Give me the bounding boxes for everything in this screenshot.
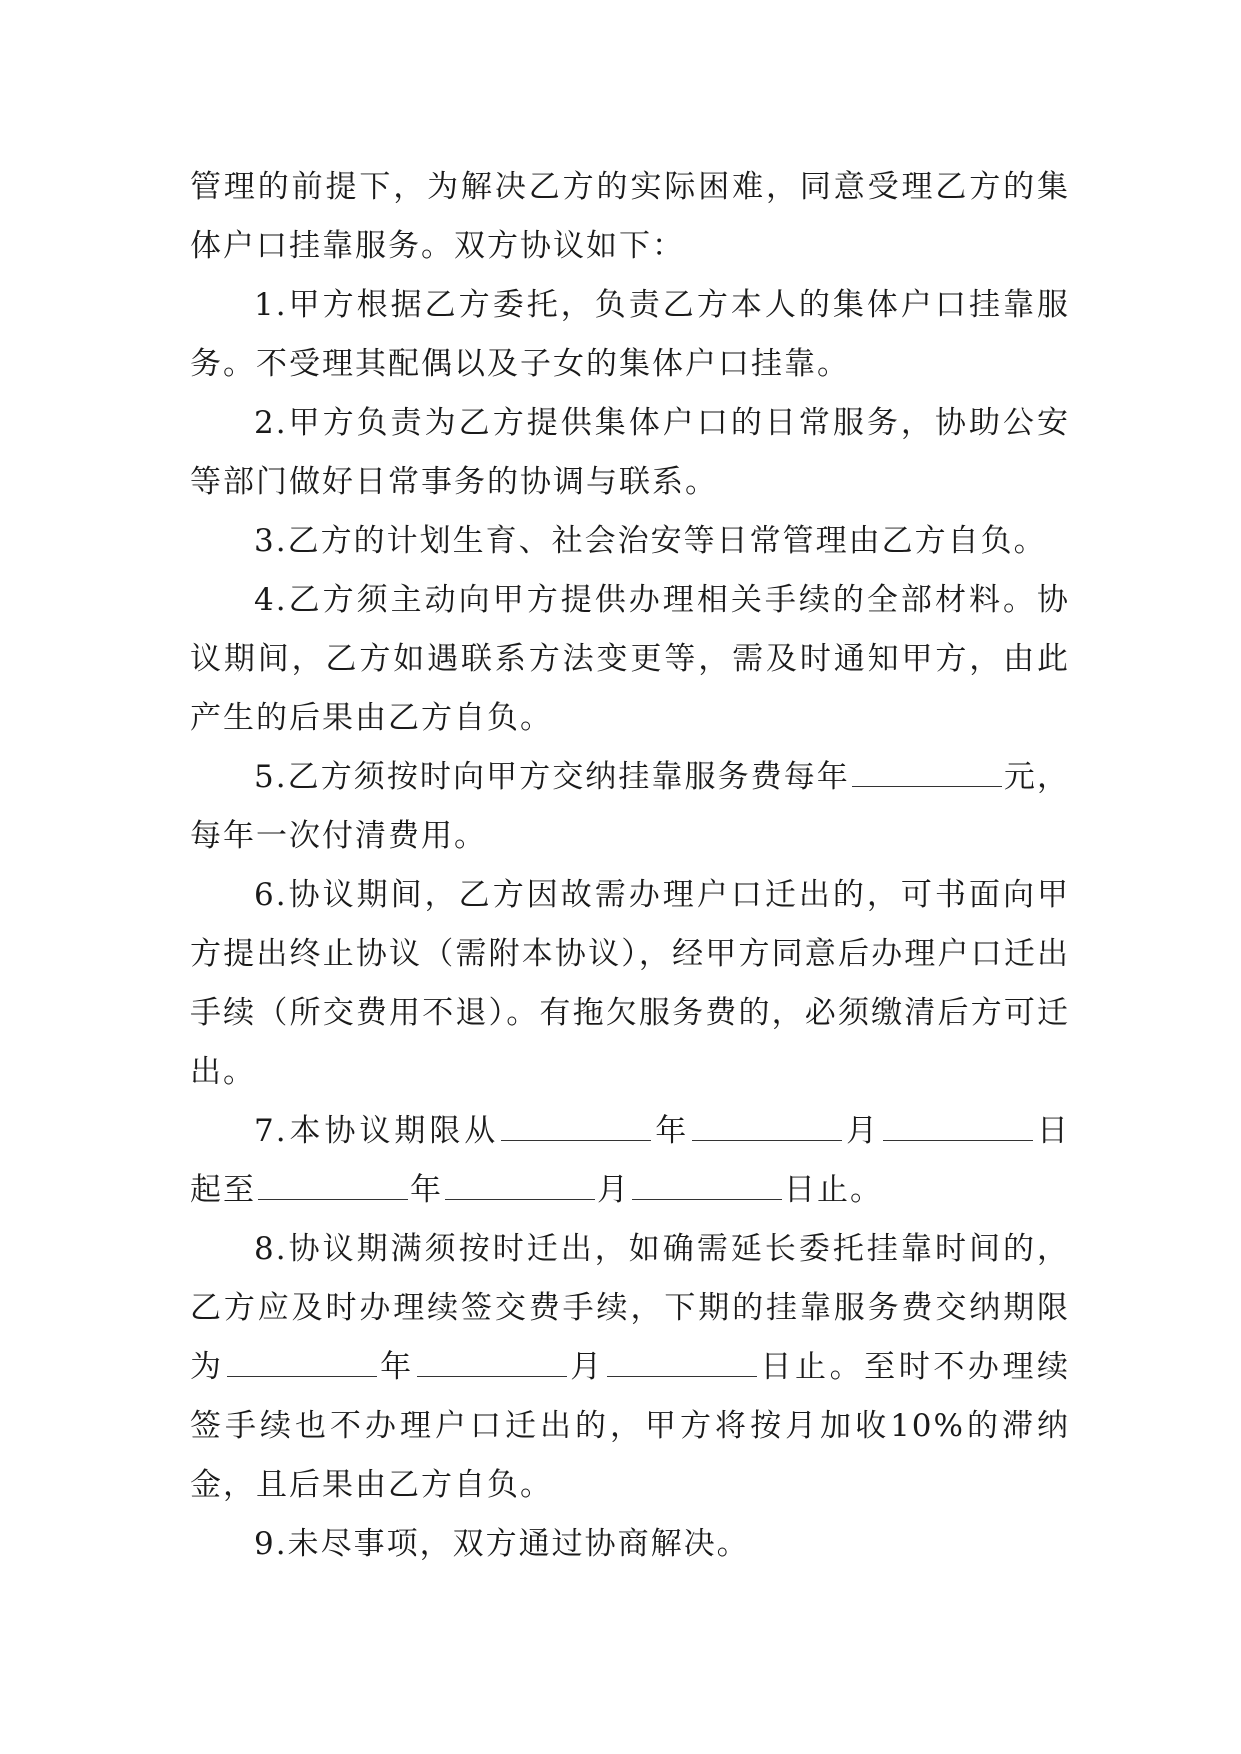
clause-7-month-a: 月 bbox=[844, 1113, 882, 1149]
fee-blank bbox=[852, 758, 1002, 787]
end-month-blank bbox=[445, 1171, 595, 1200]
renewal-year-blank bbox=[227, 1348, 377, 1377]
clause-7-year-b: 年 bbox=[410, 1172, 443, 1208]
clause-5-text-a: 5.乙方须按时向甲方交纳挂靠服务费每年 bbox=[254, 759, 850, 795]
agreement-body bbox=[190, 158, 1070, 1574]
renewal-day-blank bbox=[607, 1348, 757, 1377]
clause-2: 2.甲方负责为乙方提供集体户口的日常服务，协助公安等部门做好日常事务的协调与联系。 bbox=[190, 405, 1070, 500]
clause-7-text-b: 日起至 bbox=[190, 1113, 1071, 1208]
clause-7-year-a: 年 bbox=[653, 1113, 691, 1149]
clause-1: 1.甲方根据乙方委托，负责乙方本人的集体户口挂靠服务。不受理其配偶以及子女的集体户口挂靠。 bbox=[190, 287, 1070, 382]
clause-3: 3.乙方的计划生育、社会治安等日常管理由乙方自负。 bbox=[254, 523, 1047, 559]
clause-7-text-c: 日止。 bbox=[784, 1172, 883, 1208]
start-month-blank bbox=[692, 1112, 842, 1141]
end-day-blank bbox=[632, 1171, 782, 1200]
renewal-month-blank bbox=[417, 1348, 567, 1377]
clause-7-text-a: 7.本协议期限从 bbox=[254, 1113, 500, 1149]
clause-7 bbox=[190, 1102, 1070, 1220]
clause-8 bbox=[190, 1220, 1070, 1515]
intro-paragraph: 管理的前提下，为解决乙方的实际困难，同意受理乙方的集体户口挂靠服务。双方协议如下： bbox=[190, 169, 1070, 264]
clause-8-text-a: 8.协议期满须按时迁出，如确需延长委托挂靠时间的，乙方应及时办理续签交费手续，下期的挂靠服务费交纳期限为 bbox=[190, 1231, 1070, 1385]
clause-8-text-b: 日止。至时不办理续签手续也不办理户口迁出的，甲方将按月加收10%的滞纳金，且后果由乙方自负。 bbox=[190, 1349, 1071, 1503]
clause-9: 9.未尽事项，双方通过协商解决。 bbox=[254, 1526, 750, 1562]
clause-4: 4.乙方须主动向甲方提供办理相关手续的全部材料。协议期间，乙方如遇联系方法变更等，需及时通知甲方，由此产生的后果由乙方自负。 bbox=[190, 582, 1070, 736]
clause-8-month: 月 bbox=[568, 1349, 605, 1385]
end-year-blank bbox=[258, 1171, 408, 1200]
clause-5-text-b: 元，每年一次付清费用。 bbox=[190, 759, 1071, 854]
clause-7-month-b: 月 bbox=[597, 1172, 630, 1208]
start-year-blank bbox=[501, 1112, 651, 1141]
clause-5 bbox=[190, 748, 1070, 866]
clause-6: 6.协议期间，乙方因故需办理户口迁出的，可书面向甲方提出终止协议（需附本协议），经甲方同意后办理户口迁出手续（所交费用不退）。有拖欠服务费的，必须缴清后方可迁出。 bbox=[190, 877, 1070, 1090]
clause-8-year: 年 bbox=[378, 1349, 415, 1385]
start-day-blank bbox=[883, 1112, 1033, 1141]
